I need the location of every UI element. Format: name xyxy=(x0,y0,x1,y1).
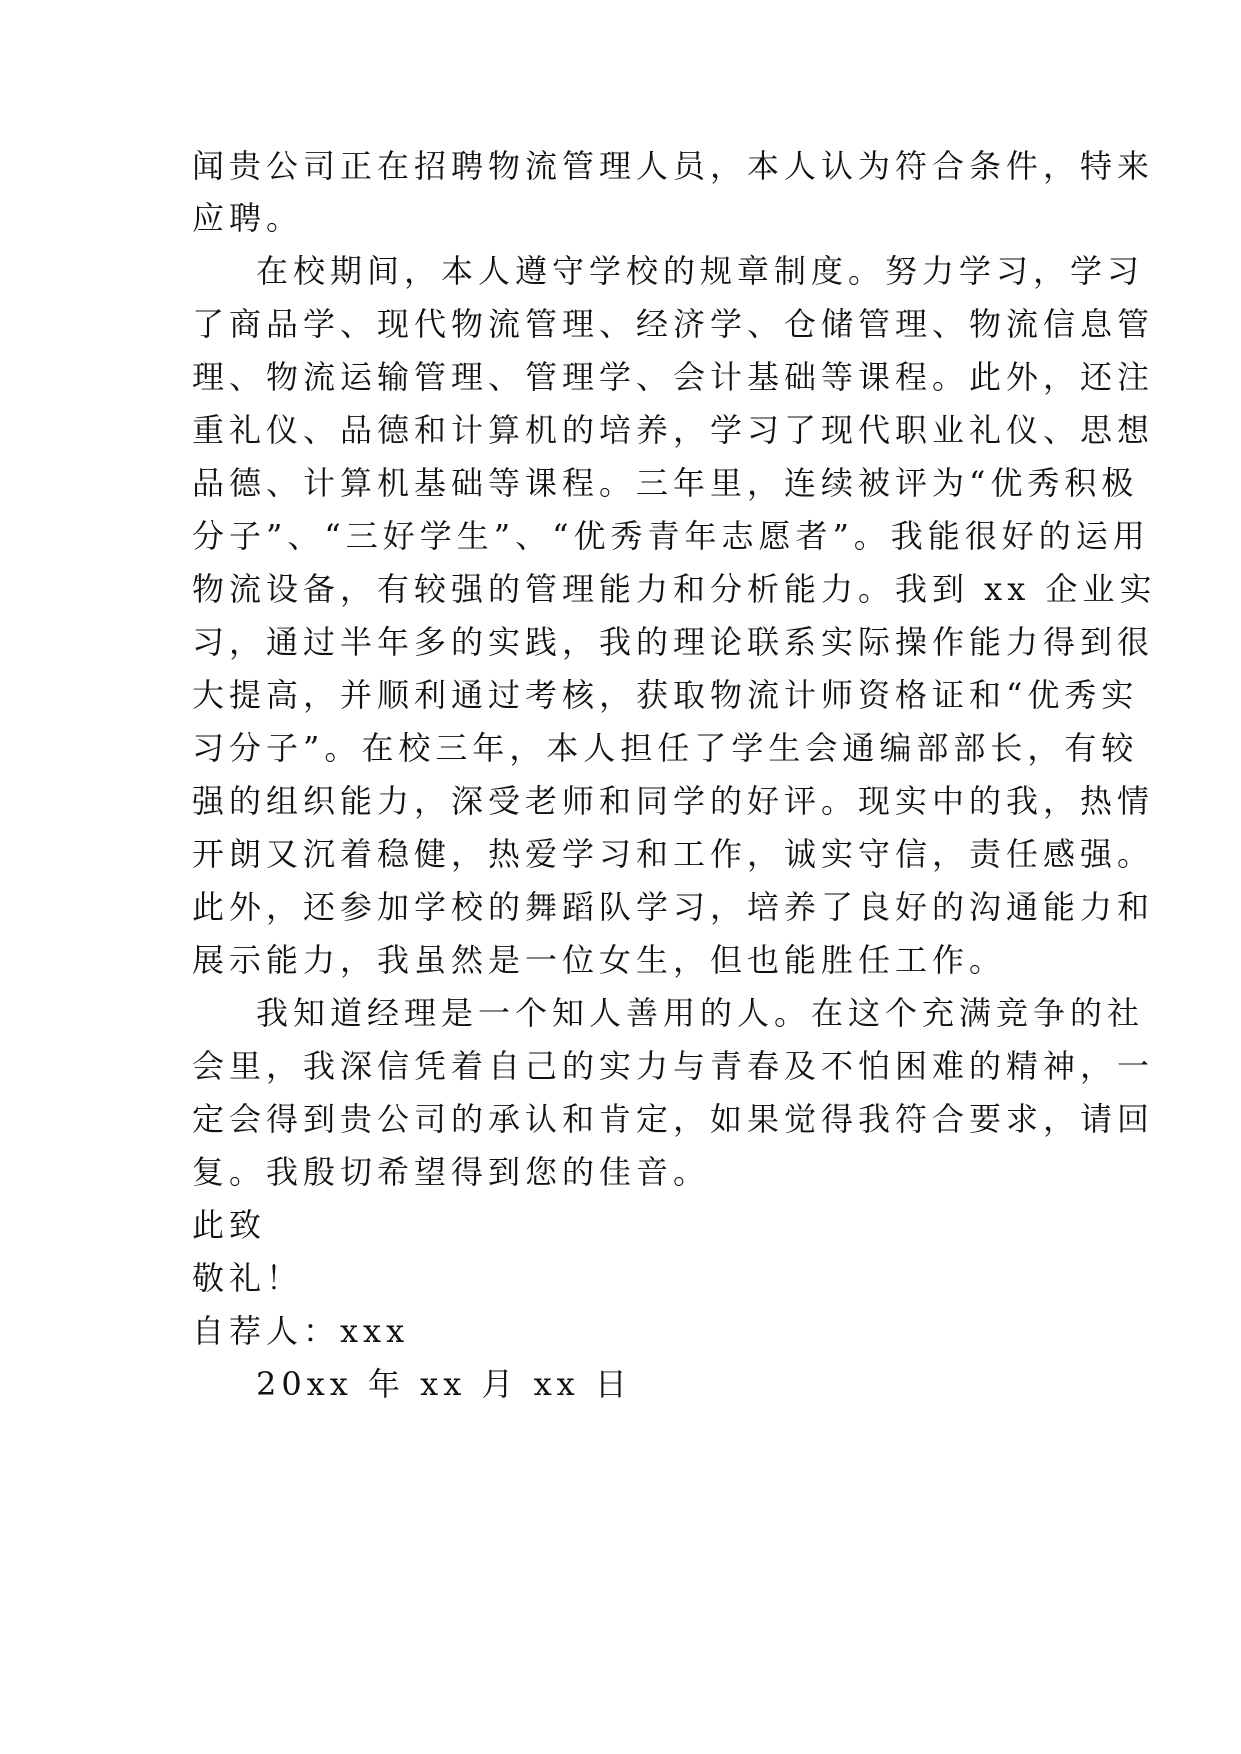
text-line: 品德、计算机基础等课程。三年里，连续被评为“优秀积极 xyxy=(192,464,1139,502)
signature-line: 自荐人：xxx xyxy=(192,1312,410,1350)
paragraph-start-line: 我知道经理是一个知人善用的人。在这个充满竞争的社 xyxy=(256,994,1145,1032)
text-line: 习，通过半年多的实践，我的理论联系实际操作能力得到很 xyxy=(192,623,1155,661)
text-line: 应聘。 xyxy=(192,199,304,237)
text-line: 展示能力，我虽然是一位女生，但也能胜任工作。 xyxy=(192,941,1007,979)
text-line: 了商品学、现代物流管理、经济学、仓储管理、物流信息管 xyxy=(192,305,1155,343)
text-line: 定会得到贵公司的承认和肯定，如果觉得我符合要求，请回 xyxy=(192,1100,1155,1138)
text-line: 分子”、“三好学生”、“优秀青年志愿者”。我能很好的运用 xyxy=(192,517,1150,555)
paragraph-start-line: 在校期间，本人遵守学校的规章制度。努力学习，学习 xyxy=(256,252,1145,290)
text-line: 习分子”。在校三年，本人担任了学生会通编部部长，有较 xyxy=(192,729,1139,767)
text-line: 理、物流运输管理、管理学、会计基础等课程。此外，还注 xyxy=(192,358,1155,396)
text-line: 闻贵公司正在招聘物流管理人员，本人认为符合条件，特来 xyxy=(192,147,1155,185)
closing-salutation: 此致 xyxy=(192,1206,267,1244)
text-line: 大提高，并顺利通过考核，获取物流计师资格证和“优秀实 xyxy=(192,676,1139,714)
text-line: 物流设备，有较强的管理能力和分析能力。我到 xx 企业实 xyxy=(192,570,1157,608)
text-line: 复。我殷切希望得到您的佳音。 xyxy=(192,1153,711,1191)
text-line: 开朗又沉着稳健，热爱学习和工作，诚实守信，责任感强。 xyxy=(192,835,1155,873)
closing-regards: 敬礼！ xyxy=(192,1259,304,1297)
text-line: 此外，还参加学校的舞蹈队学习，培养了良好的沟通能力和 xyxy=(192,888,1155,926)
text-line: 强的组织能力，深受老师和同学的好评。现实中的我，热情 xyxy=(192,782,1155,820)
text-line: 会里，我深信凭着自己的实力与青春及不怕困难的精神，一 xyxy=(192,1047,1155,1085)
text-line: 重礼仪、品德和计算机的培养，学习了现代职业礼仪、思想 xyxy=(192,411,1155,449)
date-line: 20xx 年 xx 月 xx 日 xyxy=(256,1365,632,1403)
